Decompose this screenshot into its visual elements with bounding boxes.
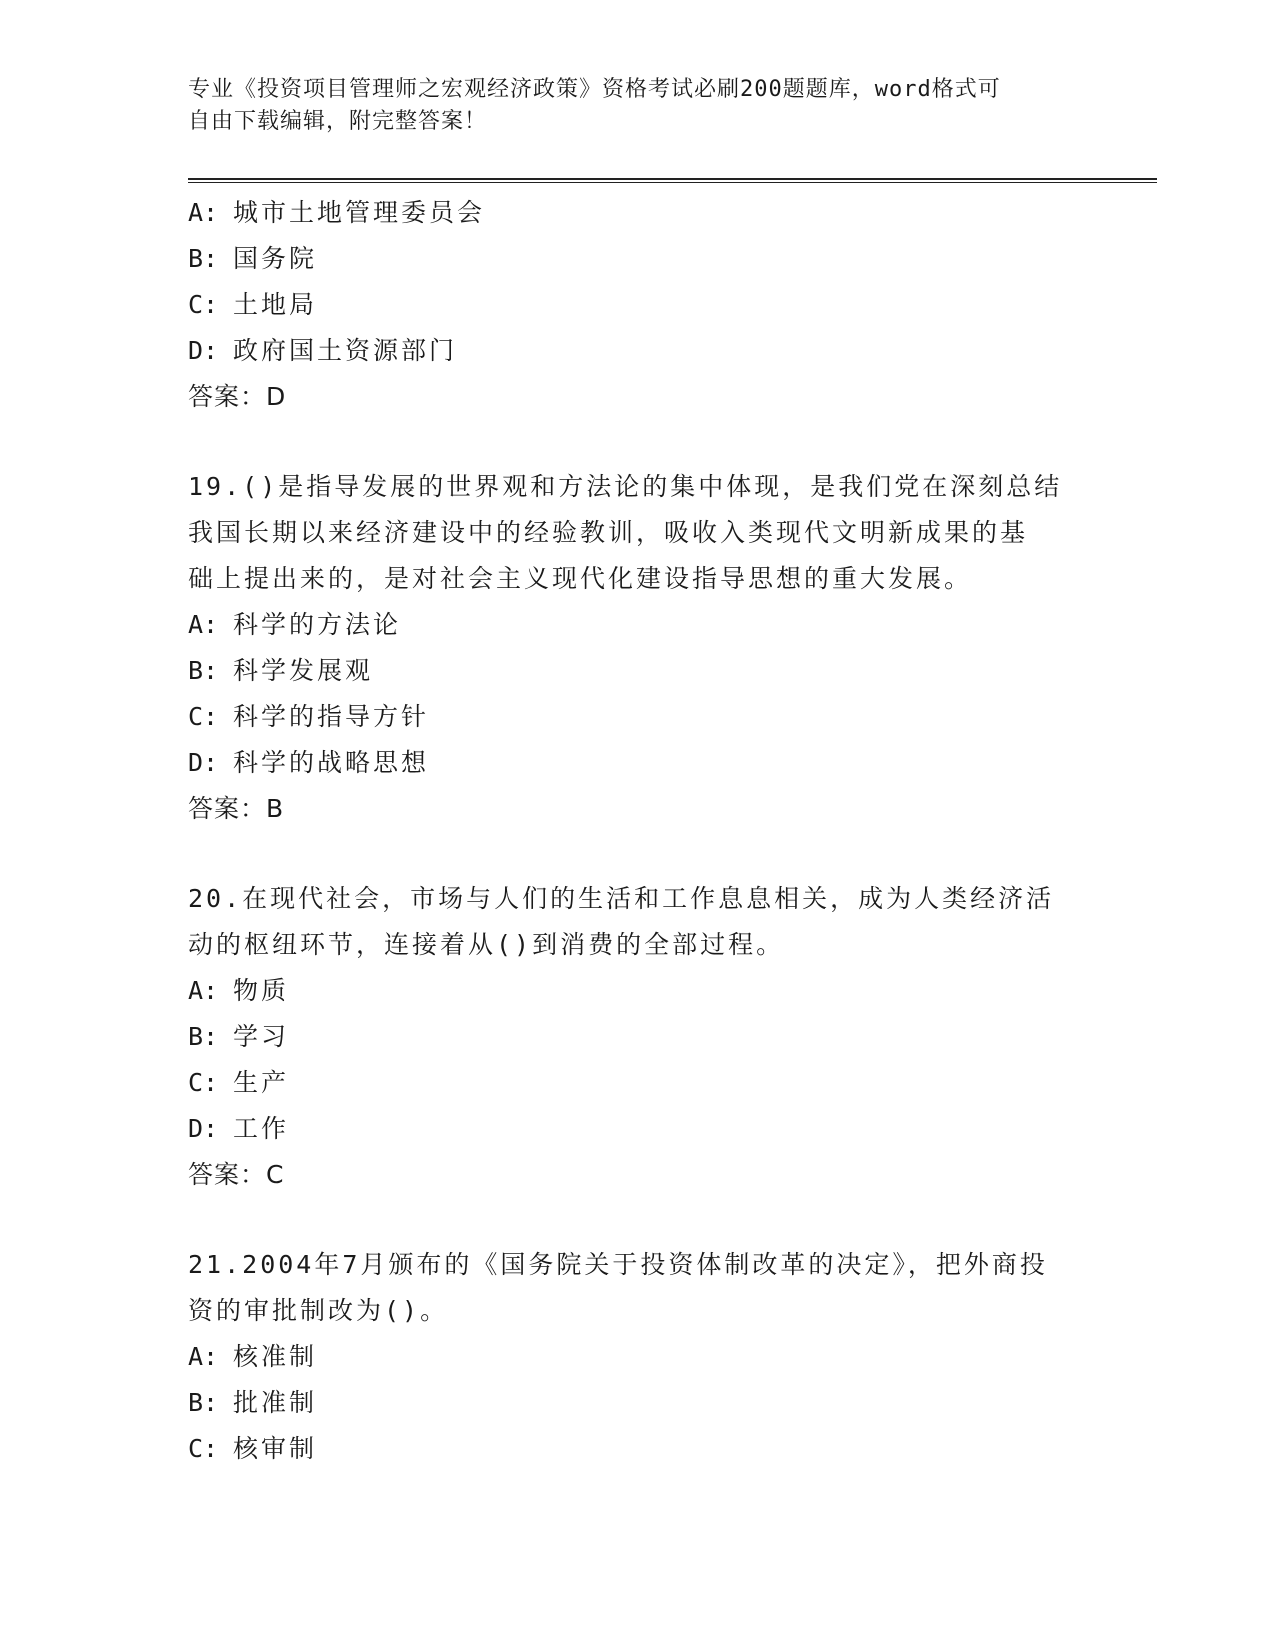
option-a xyxy=(188,968,1088,1014)
option-text: 核审制 xyxy=(233,1434,318,1463)
option-text: 核准制 xyxy=(233,1342,318,1371)
option-letter: C: xyxy=(188,1068,219,1097)
question-text-line: 动的枢纽环节，连接着从()到消费的全部过程。 xyxy=(188,930,785,959)
question-text-line: 21.2004年7月颁布的《国务院关于投资体制改革的决定》，把外商投 xyxy=(188,1250,1048,1279)
option-letter: D: xyxy=(188,1114,219,1143)
option-c xyxy=(188,1060,1088,1106)
question-text-line: 础上提出来的，是对社会主义现代化建设指导思想的重大发展。 xyxy=(188,564,973,593)
option-b xyxy=(188,236,1088,282)
option-letter: B: xyxy=(188,244,219,273)
option-letter: B: xyxy=(188,1388,219,1417)
header-divider xyxy=(188,178,1157,183)
option-text: 科学的指导方针 xyxy=(233,702,430,731)
option-text: 科学的方法论 xyxy=(233,610,402,639)
option-a xyxy=(188,1334,1088,1380)
option-text: 土地局 xyxy=(233,290,318,319)
option-letter: C: xyxy=(188,702,219,731)
question-list xyxy=(188,190,1088,1472)
header-line-1: 专业《投资项目管理师之宏观经济政策》资格考试必刷200题题库，word格式可 xyxy=(188,77,1001,102)
option-c xyxy=(188,1426,1088,1472)
option-letter: D: xyxy=(188,748,219,777)
option-letter: D: xyxy=(188,336,219,365)
option-text: 生产 xyxy=(233,1068,290,1097)
option-text: 科学的战略思想 xyxy=(233,748,430,777)
option-letter: C: xyxy=(188,1434,219,1463)
question-text-line: 19.()是指导发展的世界观和方法论的集中体现，是我们党在深刻总结 xyxy=(188,472,1063,501)
document-header xyxy=(188,74,1068,138)
option-text: 政府国土资源部门 xyxy=(233,336,458,365)
option-text: 批准制 xyxy=(233,1388,318,1417)
option-text: 学习 xyxy=(233,1022,290,1051)
answer: 答案：C xyxy=(188,1160,285,1189)
header-line-2: 自由下载编辑，附完整答案！ xyxy=(188,109,488,134)
answer: 答案：D xyxy=(188,382,287,411)
option-text: 科学发展观 xyxy=(233,656,374,685)
option-b xyxy=(188,1380,1088,1426)
option-d xyxy=(188,740,1088,786)
question-21 xyxy=(188,1242,1088,1472)
option-text: 工作 xyxy=(233,1114,290,1143)
option-letter: C: xyxy=(188,290,219,319)
question-text-line: 资的审批制改为()。 xyxy=(188,1296,449,1325)
question-text-line: 20.在现代社会，市场与人们的生活和工作息息相关，成为人类经济活 xyxy=(188,884,1055,913)
option-d xyxy=(188,1106,1088,1152)
option-text: 国务院 xyxy=(233,244,318,273)
option-c xyxy=(188,282,1088,328)
option-text: 物质 xyxy=(233,976,290,1005)
option-a xyxy=(188,602,1088,648)
answer: 答案：B xyxy=(188,794,285,823)
option-a xyxy=(188,190,1088,236)
option-letter: B: xyxy=(188,656,219,685)
option-c xyxy=(188,694,1088,740)
question-18-continued xyxy=(188,190,1088,420)
option-letter: A: xyxy=(188,1342,219,1371)
option-letter: B: xyxy=(188,1022,219,1051)
option-text: 城市土地管理委员会 xyxy=(233,198,486,227)
question-20 xyxy=(188,876,1088,1198)
option-letter: A: xyxy=(188,610,219,639)
question-19 xyxy=(188,464,1088,832)
option-b xyxy=(188,1014,1088,1060)
option-b xyxy=(188,648,1088,694)
option-letter: A: xyxy=(188,976,219,1005)
option-d xyxy=(188,328,1088,374)
option-letter: A: xyxy=(188,198,219,227)
question-text-line: 我国长期以来经济建设中的经验教训，吸收入类现代文明新成果的基 xyxy=(188,518,1029,547)
